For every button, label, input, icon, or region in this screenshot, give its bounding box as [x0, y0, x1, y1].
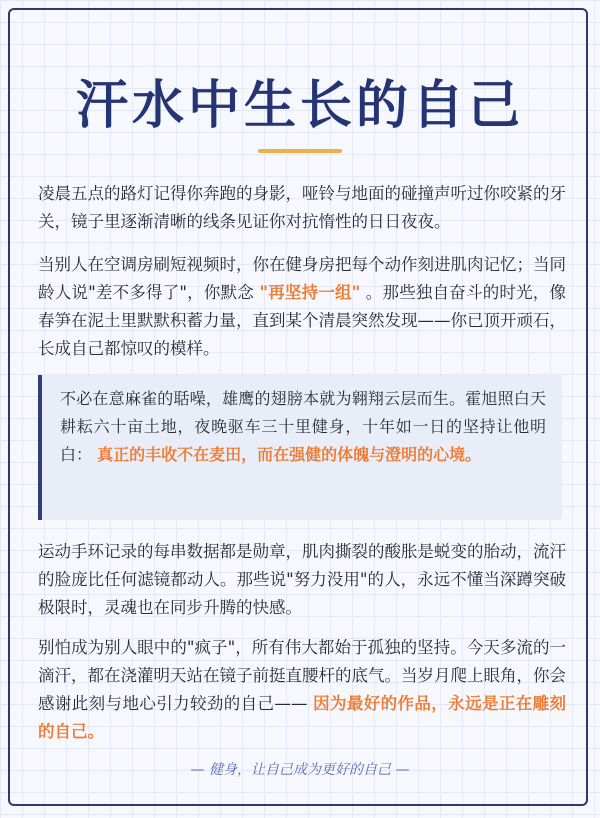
- paragraph-1: 凌晨五点的路灯记得你奔跑的身影，哑铃与地面的碰撞声听过你咬紧的牙关，镜子里逐渐清晰的线条见证你对抗惰性的日日夜夜。: [38, 184, 566, 231]
- paragraph-3: 运动手环记录的每串数据都是勋章，肌肉撕裂的酸胀是蜕变的胎动，流汗的脸庞比任何滤镜都动人。那些说"努力没用"的人，永远不懂当深蹲突破极限时，灵魂也在同步升腾的快感。: [38, 542, 566, 617]
- title-underline: [258, 149, 342, 153]
- quote-highlight: 真正的丰收不在麦田，而在强健的体魄与澄明的心境。: [97, 445, 482, 464]
- quote-text-a: 不必在意麻雀的聒噪，雄鹰的翅膀本就为翱翔云层而生。霍旭照白天耕耘六十亩土地，夜晚驱车三十里健身，十年如一日的坚持让他明白：: [60, 389, 546, 464]
- paragraph-4-text-a: 别怕成为别人眼中的"疯子"，所有伟大都始于孤独的坚持。今天多流的一滴汗，都在浇灌明天站在镜子前挺直腰杆的底气。当岁月爬上眼角，你会感谢此刻与地心引力较劲的自己——: [38, 638, 566, 713]
- paragraph-4: [38, 634, 566, 746]
- quote-text: [42, 375, 562, 469]
- footer-slogan: — 健身，让自己成为更好的自己 —: [190, 762, 410, 778]
- quote-block: [38, 375, 562, 520]
- paragraph-4-highlight: 因为最好的作品，永远是正在雕刻的自己。: [38, 694, 567, 741]
- paragraph-2-highlight: "再坚持一组": [259, 283, 361, 302]
- paragraph-2: [38, 251, 566, 363]
- page-title: 汗水中生长的自己: [75, 76, 524, 136]
- paragraph-2-text-b: 。那些独自奋斗的时光，像春笋在泥土里默默积蓄力量，直到某个清晨突然发现——你已顶开顽石，长成自己都惊叹的模样。: [38, 283, 566, 358]
- paragraph-2-text-a: 当别人在空调房刷短视频时，你在健身房把每个动作刻进肌肉记忆；当同龄人说"差不多得了"，你默念: [38, 255, 566, 302]
